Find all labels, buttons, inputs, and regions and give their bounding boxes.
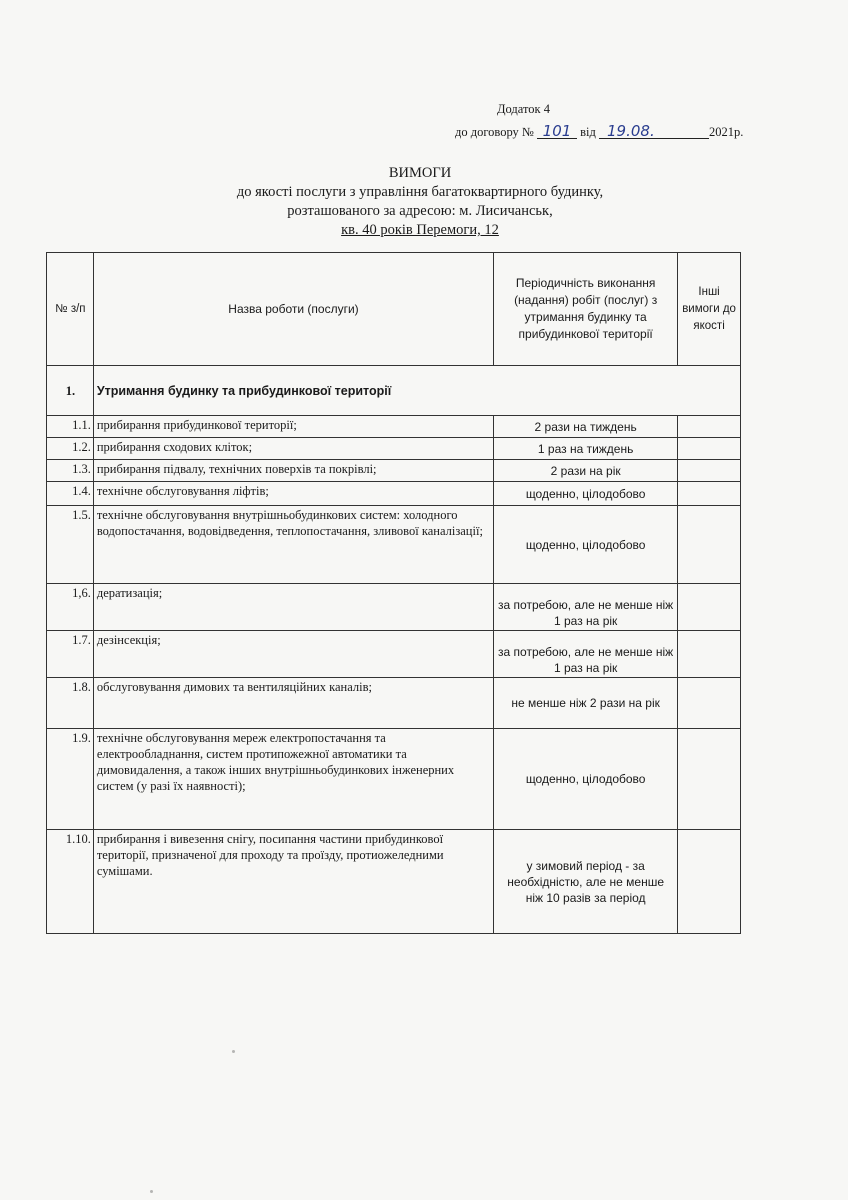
row-other	[678, 460, 741, 482]
row-name: прибирання і вивезення снігу, посипання частини прибудинкової території, призначеної для проходу та проїзду, протиожеледними сумішами.	[93, 830, 493, 934]
scan-speck	[232, 1050, 235, 1053]
table-row	[47, 830, 741, 934]
row-periodicity: не менше ніж 2 рази на рік	[494, 678, 678, 729]
row-name: дезінсекція;	[93, 631, 493, 678]
header-periodicity: Періодичність виконання (надання) робіт (послуг) з утримання будинку та прибудинкової території	[494, 253, 678, 366]
date-prefix: від	[580, 125, 596, 139]
row-other	[678, 729, 741, 830]
appendix-label: Додаток 4	[497, 102, 550, 116]
header-other: Інші вимоги до якості	[678, 253, 741, 366]
table-row	[47, 506, 741, 584]
title-line-1: ВИМОГИ	[388, 165, 452, 181]
row-num: 1.10.	[47, 830, 94, 934]
row-num: 1.9.	[47, 729, 94, 830]
table-row	[47, 631, 741, 678]
row-num: 1.1.	[47, 416, 94, 438]
row-num: 1.3.	[47, 460, 94, 482]
row-periodicity: за потребою, але не менше ніж 1 раз на рік	[494, 631, 678, 678]
requirements-table	[46, 252, 741, 934]
row-num: 1.7.	[47, 631, 94, 678]
row-periodicity: за потребою, але не менше ніж 1 раз на рік	[494, 584, 678, 631]
document-title	[120, 164, 720, 240]
row-num: 1,6.	[47, 584, 94, 631]
row-num: 1.2.	[47, 438, 94, 460]
row-other	[678, 584, 741, 631]
contract-date: 19.08.	[599, 124, 709, 139]
row-periodicity: щоденно, цілодобово	[494, 482, 678, 506]
contract-reference	[455, 124, 743, 140]
row-periodicity: у зимовий період - за необхідністю, але не менше ніж 10 разів за період	[494, 830, 678, 934]
row-other	[678, 506, 741, 584]
row-other	[678, 830, 741, 934]
table-row	[47, 416, 741, 438]
contract-prefix: до договору №	[455, 125, 534, 139]
row-periodicity: 1 раз на тиждень	[494, 438, 678, 460]
table-row	[47, 460, 741, 482]
title-line-4-address: кв. 40 років Перемоги, 12	[341, 222, 499, 238]
table-row	[47, 584, 741, 631]
row-periodicity: 2 рази на рік	[494, 460, 678, 482]
table-row	[47, 482, 741, 506]
row-name: технічне обслуговування мереж електропостачання та електрообладнання, систем протипожежної автоматики та димовидалення, а також інших внутрішньобудинкових інженерних систем (у разі їх наявності);	[93, 729, 493, 830]
scan-speck	[150, 1190, 153, 1193]
table-row	[47, 678, 741, 729]
contract-number: 101	[537, 124, 577, 139]
row-other	[678, 678, 741, 729]
row-other	[678, 482, 741, 506]
row-name: прибирання підвалу, технічних поверхів та покрівлі;	[93, 460, 493, 482]
header-num: № з/п	[47, 253, 94, 366]
row-other	[678, 631, 741, 678]
row-name: технічне обслуговування ліфтів;	[93, 482, 493, 506]
row-name: прибирання прибудинкової території;	[93, 416, 493, 438]
table-header-row	[47, 253, 741, 366]
row-name: обслуговування димових та вентиляційних каналів;	[93, 678, 493, 729]
row-other	[678, 416, 741, 438]
title-line-3: розташованого за адресою: м. Лисичанськ,	[287, 203, 553, 219]
section-name: Утримання будинку та прибудинкової території	[93, 366, 740, 416]
row-num: 1.5.	[47, 506, 94, 584]
row-num: 1.8.	[47, 678, 94, 729]
row-name: дератизація;	[93, 584, 493, 631]
table-row	[47, 729, 741, 830]
row-periodicity: 2 рази на тиждень	[494, 416, 678, 438]
row-num: 1.4.	[47, 482, 94, 506]
year-suffix: 2021р.	[709, 125, 744, 139]
row-name: технічне обслуговування внутрішньобудинкових систем: холодного водопостачання, водовідведення, теплопостачання, зливової каналізації;	[93, 506, 493, 584]
row-periodicity: щоденно, цілодобово	[494, 729, 678, 830]
header-name: Назва роботи (послуги)	[93, 253, 493, 366]
row-name: прибирання сходових кліток;	[93, 438, 493, 460]
row-other	[678, 438, 741, 460]
row-periodicity: щоденно, цілодобово	[494, 506, 678, 584]
section-num: 1.	[47, 366, 94, 416]
section-row	[47, 366, 741, 416]
table-row	[47, 438, 741, 460]
title-line-2: до якості послуги з управління багатоквартирного будинку,	[236, 184, 604, 200]
